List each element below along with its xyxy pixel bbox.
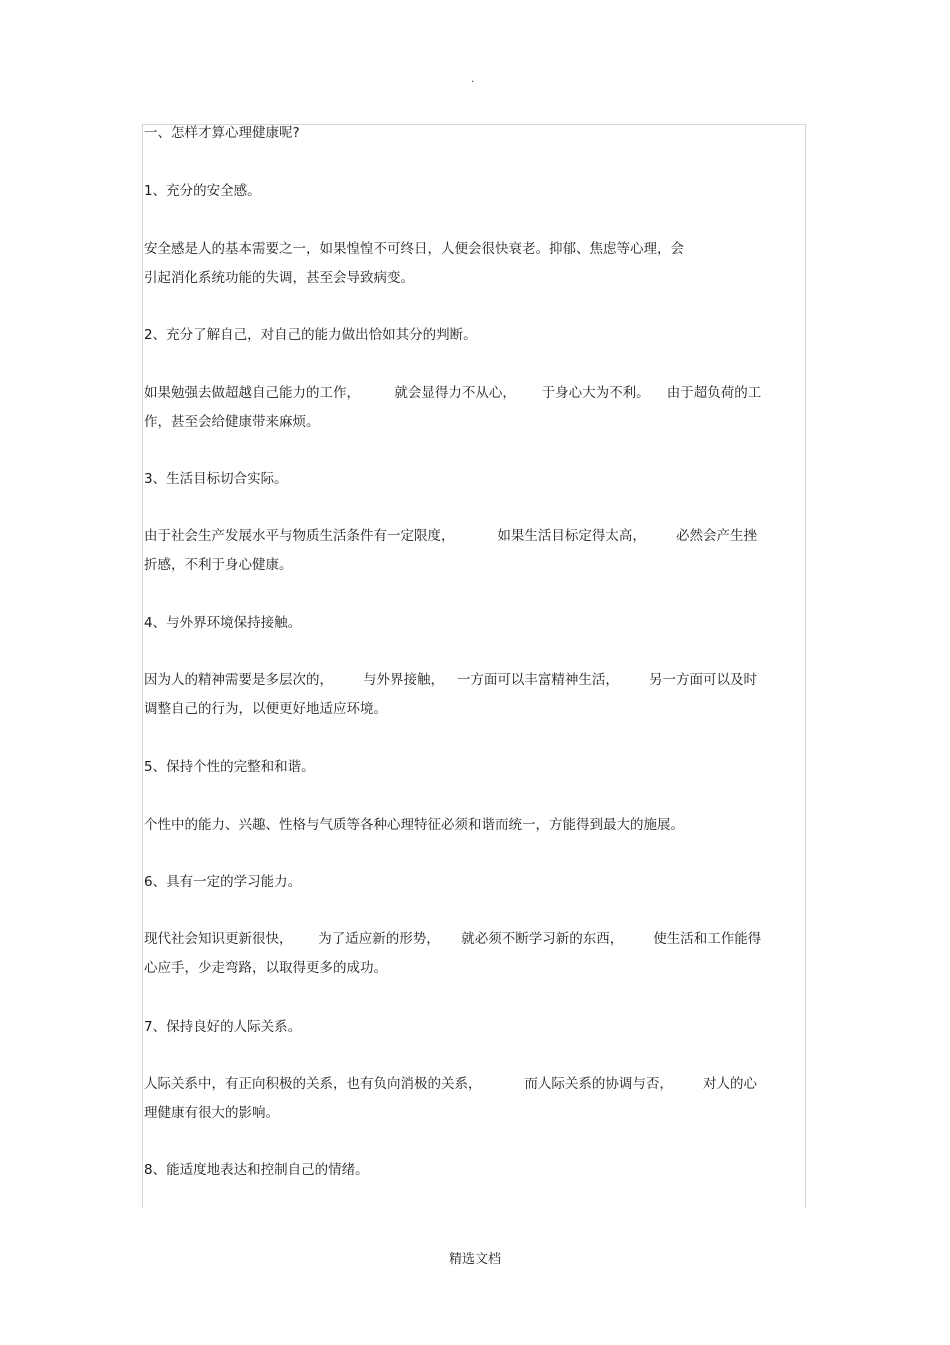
item-heading-7: 7、保持良好的人际关系。: [144, 1019, 302, 1035]
item-heading-2: 2、充分了解自己，对自己的能力做出恰如其分的判断。: [144, 327, 477, 343]
paragraph-line: 人际关系中，有正向积极的关系，也有负向消极的关系， 而人际关系的协调与否， 对人的心: [144, 1076, 757, 1092]
paragraph-line: 如果勉强去做超越自己能力的工作， 就会显得力不从心， 于身心大为不利。 由于超负荷的工: [144, 385, 762, 401]
item-heading-6: 6、具有一定的学习能力。: [144, 874, 302, 890]
item-heading-1: 1、充分的安全感。: [144, 183, 261, 199]
paragraph-line: 安全感是人的基本需要之一，如果惶惶不可终日，人便会很快衰老。抑郁、焦虑等心理，会: [144, 241, 684, 257]
paragraph-line: 引起消化系统功能的失调，甚至会导致病变。: [144, 270, 414, 286]
section-heading: 一、怎样才算心理健康呢?: [144, 125, 300, 141]
page-header-dot: .: [471, 72, 475, 85]
paragraph-line: 由于社会生产发展水平与物质生活条件有一定限度， 如果生活目标定得太高， 必然会产生挫: [144, 528, 757, 544]
paragraph-line: 心应手，少走弯路，以取得更多的成功。: [144, 960, 387, 976]
paragraph-line: 折感，不利于身心健康。: [144, 557, 293, 573]
item-heading-4: 4、与外界环境保持接触。: [144, 615, 302, 631]
paragraph-line: 理健康有很大的影响。: [144, 1105, 279, 1121]
paragraph-line: 作，甚至会给健康带来麻烦。: [144, 414, 320, 430]
item-heading-3: 3、生活目标切合实际。: [144, 471, 288, 487]
paragraph-line: 调整自己的行为，以便更好地适应环境。: [144, 701, 387, 717]
paragraph-line: 现代社会知识更新很快， 为了适应新的形势， 就必须不断学习新的东西， 使生活和工作能得: [144, 931, 762, 947]
page-footer-label: 精选文档: [448, 1252, 501, 1267]
paragraph-line: 个性中的能力、兴趣、性格与气质等各种心理特征必须和谐而统一，方能得到最大的施展。: [144, 817, 684, 833]
item-heading-8: 8、能适度地表达和控制自己的情绪。: [144, 1162, 369, 1178]
paragraph-line: 因为人的精神需要是多层次的， 与外界接触， 一方面可以丰富精神生活， 另一方面可以及时: [144, 672, 757, 688]
item-heading-5: 5、保持个性的完整和和谐。: [144, 759, 315, 775]
